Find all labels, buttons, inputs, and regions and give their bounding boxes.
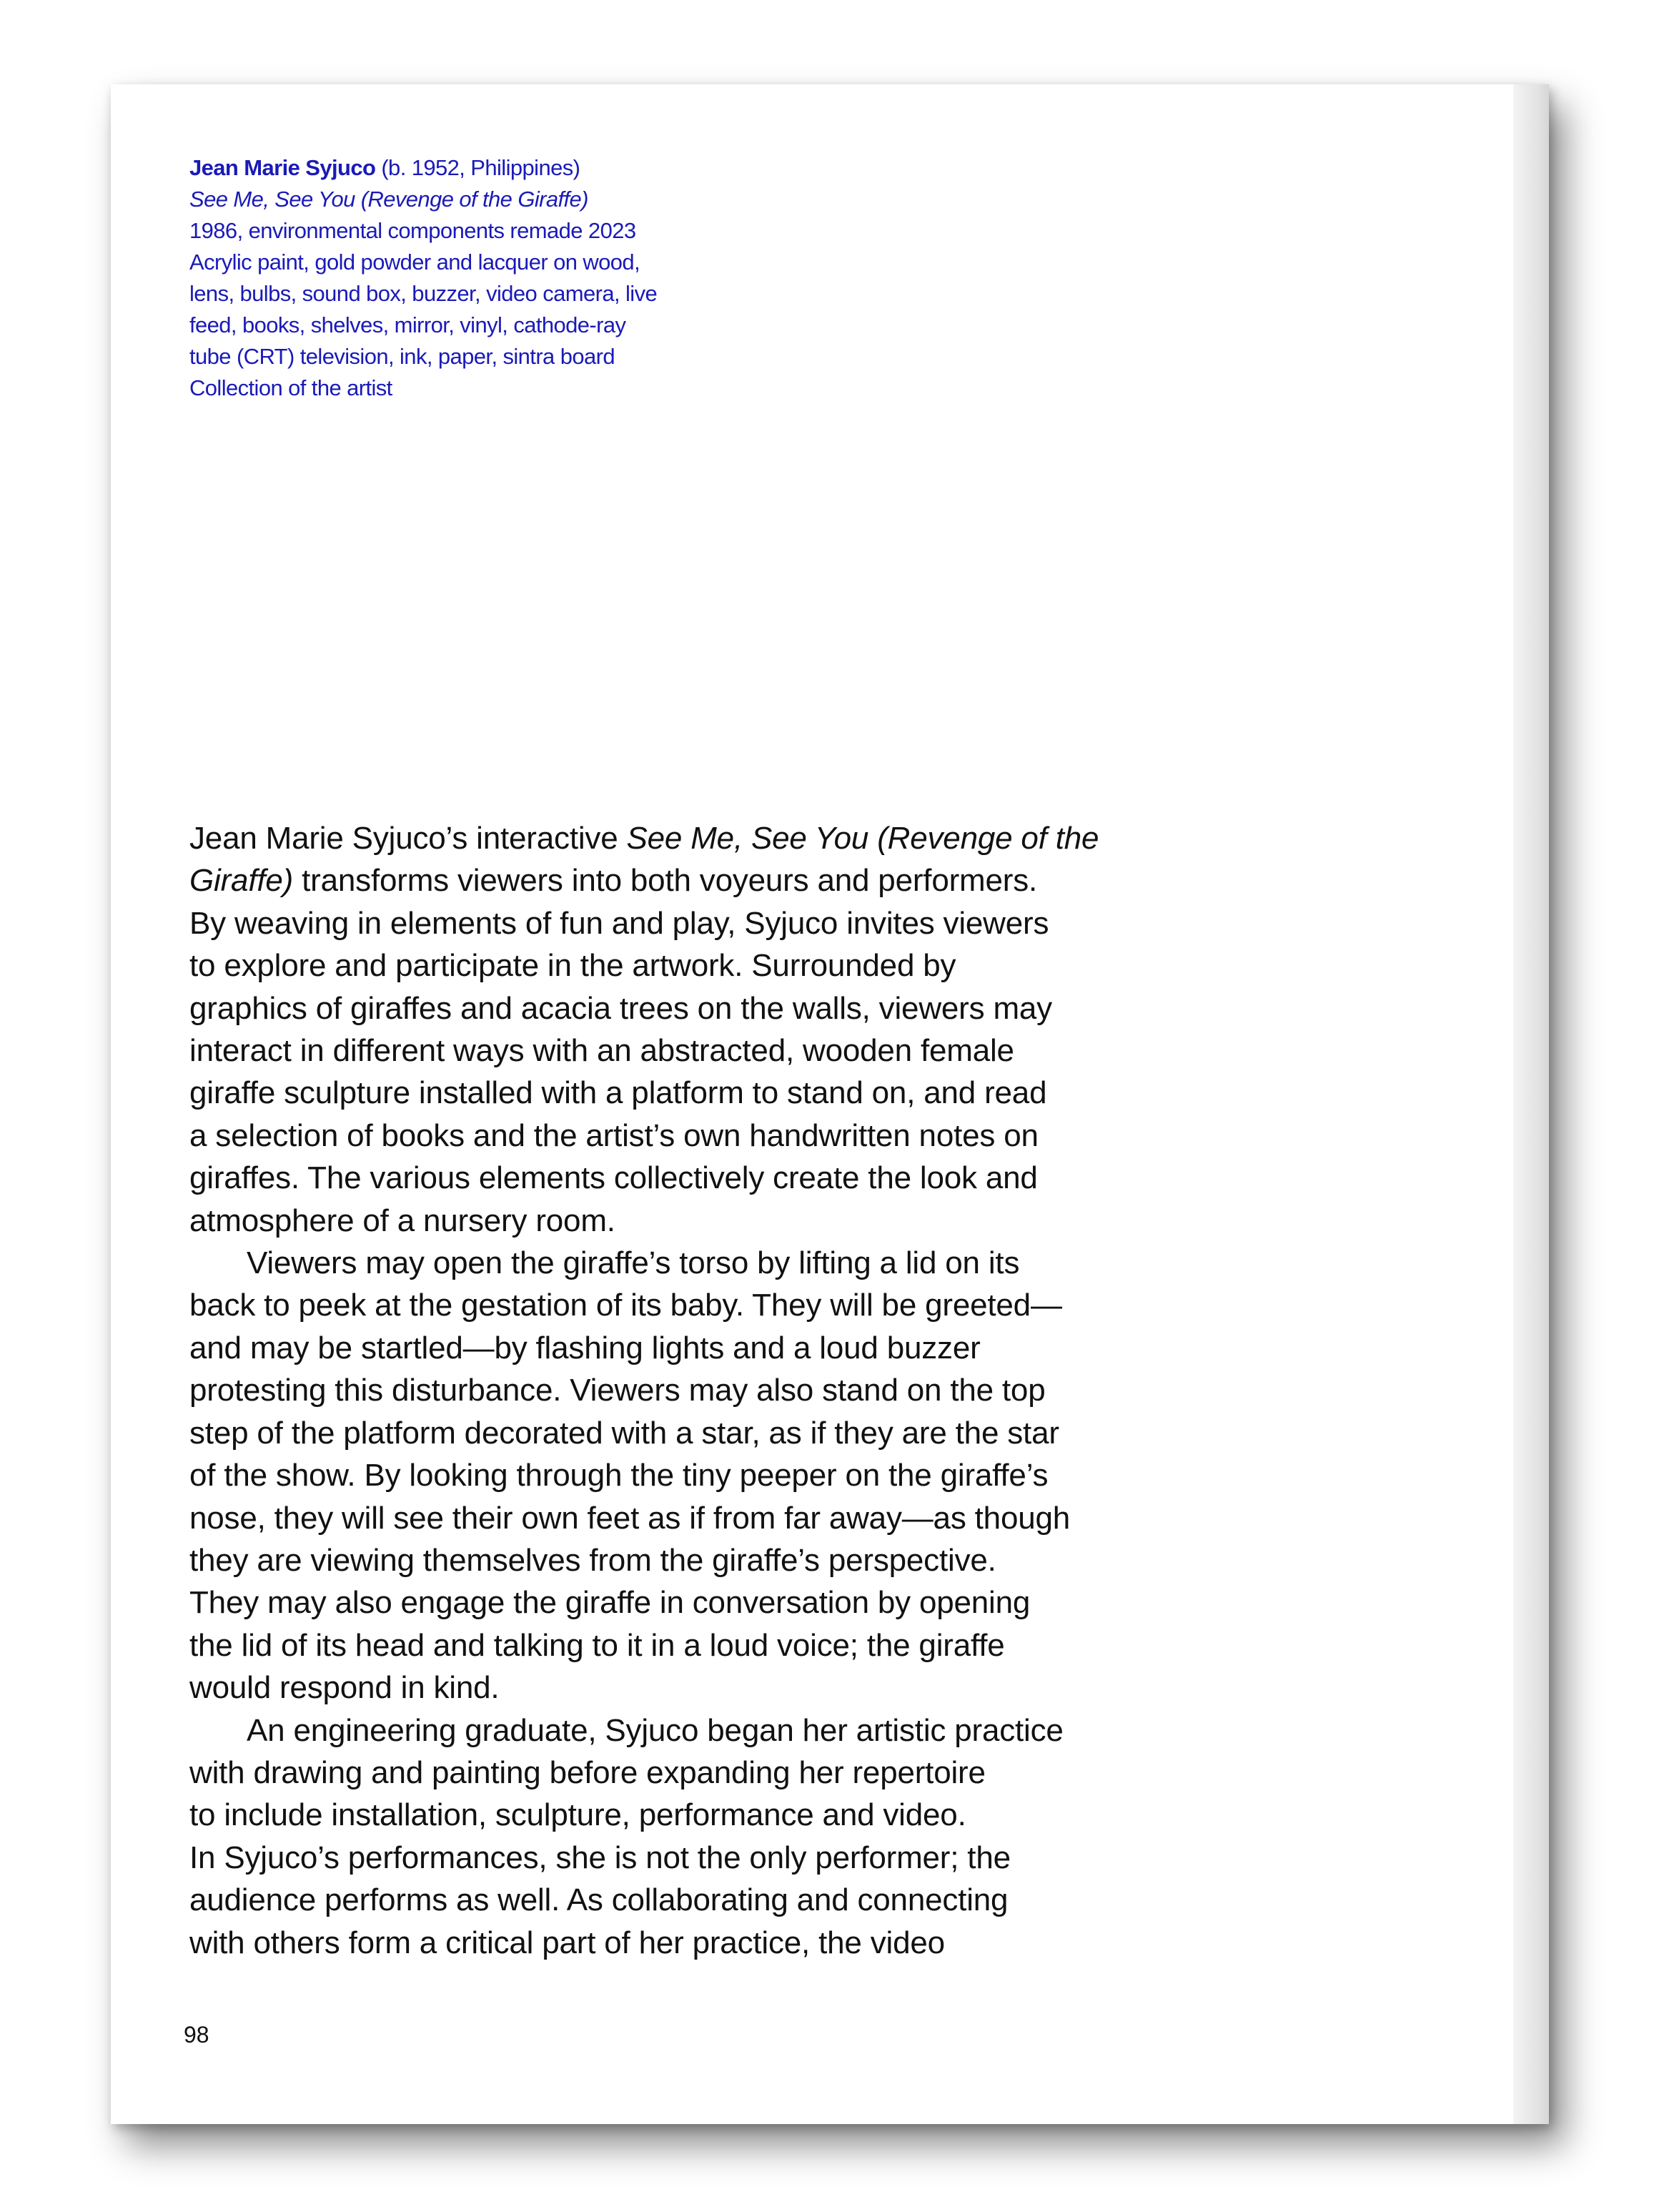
text-line: with others form a critical part of her practice, the video — [189, 1925, 945, 1960]
text-line: By weaving in elements of fun and play, Syjuco invites viewers — [189, 905, 1049, 941]
text-line: interact in different ways with an abstracted, wooden female — [189, 1033, 1014, 1069]
text-line: graphics of giraffes and acacia trees on the walls, viewers may — [189, 990, 1052, 1026]
text-line: with drawing and painting before expanding her repertoire — [189, 1754, 986, 1790]
text-line: to include installation, sculpture, performance and video. — [189, 1797, 966, 1833]
materials-line: Acrylic paint, gold powder and lacquer on wood, — [189, 250, 640, 275]
text-line: In Syjuco’s performances, she is not the only performer; the — [189, 1840, 1011, 1875]
text-line: a selection of books and the artist’s own handwritten notes on — [189, 1117, 1039, 1153]
work-title: See Me, See You (Revenge of the Giraffe) — [189, 187, 588, 212]
text-line: to explore and participate in the artwork. Surrounded by — [189, 948, 956, 984]
page-number: 98 — [184, 2022, 209, 2048]
paragraph-start: An engineering graduate, Syjuco began her artistic practice — [247, 1712, 1064, 1748]
text-line: step of the platform decorated with a star, as if they are the star — [189, 1415, 1059, 1451]
page-edge — [1513, 84, 1549, 2124]
artwork-caption — [189, 152, 733, 404]
text-line — [189, 817, 1333, 859]
paragraph-start: Viewers may open the giraffe’s torso by lifting a lid on its — [247, 1245, 1020, 1281]
essay-body — [189, 817, 1333, 1964]
text-fragment: Jean Marie Syjuco’s interactive — [189, 821, 627, 856]
credit-line: Collection of the artist — [189, 375, 392, 400]
text-fragment: transforms viewers into both voyeurs and performers. — [293, 863, 1038, 899]
materials-line: lens, bulbs, sound box, buzzer, video camera, live — [189, 281, 658, 306]
artist-name: Jean Marie Syjuco — [189, 155, 376, 180]
work-date: 1986, environmental components remade 2023 — [189, 218, 636, 243]
text-line: would respond in kind. — [189, 1670, 500, 1706]
text-line: audience performs as well. As collaborating and connecting — [189, 1882, 1009, 1918]
book-page — [111, 84, 1549, 2124]
materials-line: feed, books, shelves, mirror, vinyl, cathode-ray — [189, 312, 626, 337]
text-line: giraffes. The various elements collectively create the look and — [189, 1160, 1038, 1196]
text-line: the lid of its head and talking to it in a loud voice; the giraffe — [189, 1627, 1005, 1663]
caption-artist-line — [189, 152, 733, 184]
text-line: protesting this disturbance. Viewers may also stand on the top — [189, 1373, 1046, 1408]
text-line — [189, 859, 1333, 902]
artist-info: (b. 1952, Philippines) — [375, 155, 580, 180]
text-line: They may also engage the giraffe in conversation by opening — [189, 1585, 1031, 1621]
text-line: back to peek at the gestation of its baby. They will be greeted— — [189, 1288, 1062, 1323]
text-line: of the show. By looking through the tiny peeper on the giraffe’s — [189, 1458, 1049, 1493]
italic-title: Giraffe) — [189, 863, 294, 899]
italic-title: See Me, See You (Revenge of the — [626, 821, 1099, 856]
text-line: atmosphere of a nursery room. — [189, 1203, 615, 1238]
materials-line: tube (CRT) television, ink, paper, sintra board — [189, 344, 615, 369]
text-line: giraffe sculpture installed with a platform to stand on, and read — [189, 1075, 1047, 1111]
text-line: and may be startled—by flashing lights and a loud buzzer — [189, 1330, 981, 1366]
text-line: nose, they will see their own feet as if from far away—as though — [189, 1500, 1071, 1536]
text-line: they are viewing themselves from the giraffe’s perspective. — [189, 1542, 996, 1578]
